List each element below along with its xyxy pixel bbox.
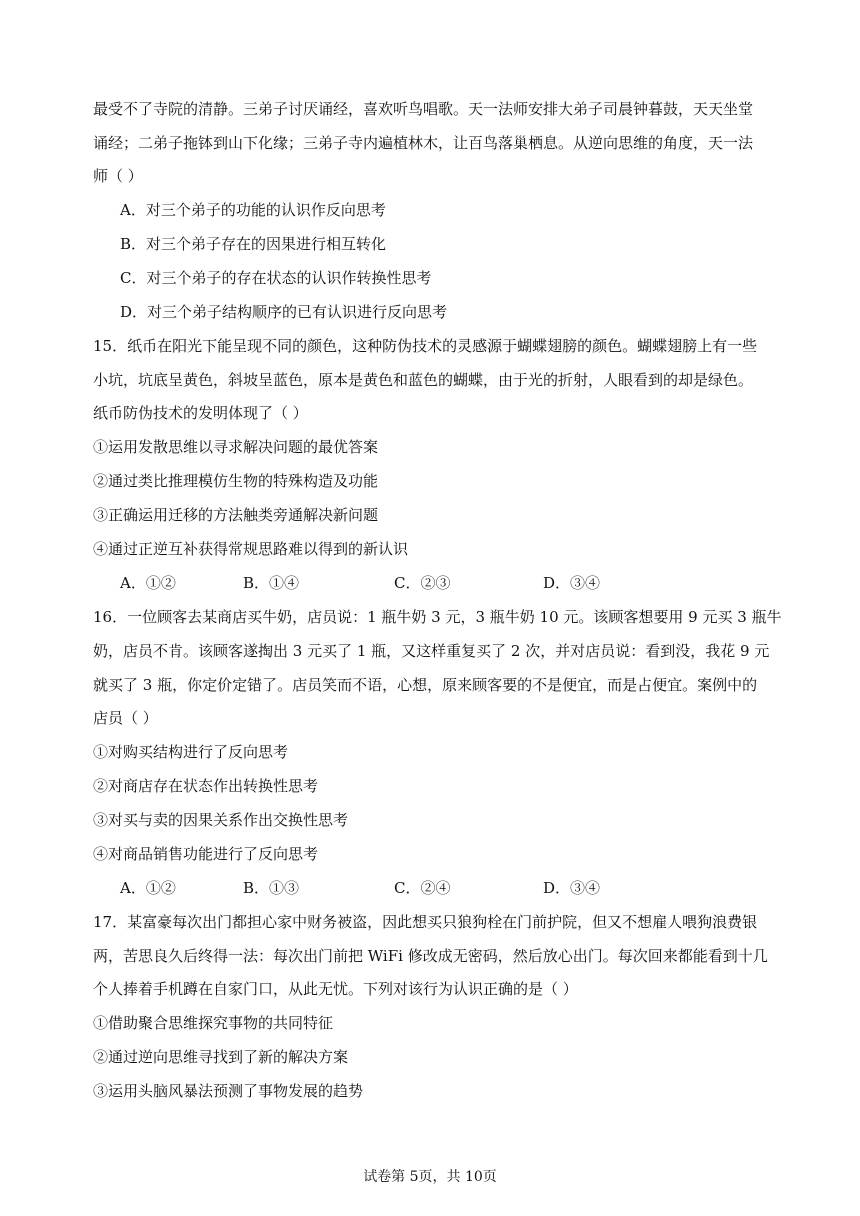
q14-option-a: A．对三个弟子的功能的认识作反向思考 — [120, 201, 386, 219]
q14-option-d: D．对三个弟子结构顺序的已有认识进行反向思考 — [120, 303, 448, 321]
q15-stem-line: 小坑，坑底呈黄色，斜坡呈蓝色，原本是黄色和蓝色的蝴蝶，由于光的折射，人眼看到的却是绿色。 — [93, 371, 754, 389]
q15-item-1: ①运用发散思维以寻求解决问题的最优答案 — [93, 438, 379, 456]
q16-item-3: ③对买与卖的因果关系作出交换性思考 — [93, 811, 349, 829]
q17-item-1: ①借助聚合思维探究事物的共同特征 — [93, 1014, 334, 1032]
q16-stem-line: 16．一位顾客去某商店买牛奶，店员说：1 瓶牛奶 3 元，3 瓶牛奶 10 元。该顾客想要用 9 元买 3 瓶牛 — [93, 608, 782, 626]
q17-stem-line: 17．某富豪每次出门都担心家中财务被盗，因此想买只狼狗栓在门前护院，但又不想雇人喂狗浪费银 — [93, 913, 758, 931]
q15-choice-a: A．①② — [120, 574, 176, 592]
q15-choice-c: C．②③ — [394, 574, 451, 592]
page-footer: 试卷第 5页，共 10页 — [363, 1169, 497, 1185]
q17-item-3: ③运用头脑风暴法预测了事物发展的趋势 — [93, 1082, 364, 1100]
q14-option-b: B．对三个弟子存在的因果进行相互转化 — [120, 235, 387, 253]
q15-stem-line: 纸币防伪技术的发明体现了（ ） — [93, 404, 308, 422]
q16-item-2: ②对商店存在状态作出转换性思考 — [93, 777, 319, 795]
q15-item-3: ③正确运用迁移的方法触类旁通解决新问题 — [93, 506, 379, 524]
q16-choice-d: D．③④ — [543, 879, 601, 897]
q16-choice-b: B．①③ — [243, 879, 300, 897]
q16-stem-line: 奶，店员不肯。该顾客遂掏出 3 元买了 1 瓶，又这样重复买了 2 次，并对店员说：看到没，我花 9 元 — [93, 642, 770, 660]
q15-item-2: ②通过类比推理模仿生物的特殊构造及功能 — [93, 472, 379, 490]
q14-stem-line: 诵经；二弟子拖钵到山下化缘；三弟子寺内遍植林木，让百鸟落巢栖息。从逆向思维的角度，天一法 — [93, 134, 754, 152]
q16-stem-line: 店员（ ） — [93, 709, 158, 727]
q16-choice-a: A．①② — [120, 879, 176, 897]
q17-stem-line: 个人捧着手机蹲在自家门口，从此无忧。下列对该行为认识正确的是（ ） — [93, 980, 578, 998]
q14-option-c: C．对三个弟子的存在状态的认识作转换性思考 — [120, 269, 432, 287]
q14-stem-line: 师（ ） — [93, 167, 143, 185]
q16-choice-c: C．②④ — [394, 879, 451, 897]
q17-item-2: ②通过逆向思维寻找到了新的解决方案 — [93, 1048, 349, 1066]
q15-item-4: ④通过正逆互补获得常规思路难以得到的新认识 — [93, 540, 409, 558]
q17-stem-line: 两，苦思良久后终得一法：每次出门前把 WiFi 修改成无密码，然后放心出门。每次回来都能看到十几 — [93, 947, 768, 965]
q16-stem-line: 就买了 3 瓶，你定价定错了。店员笑而不语，心想，原来顾客要的不是便宜，而是占便宜。案例中的 — [93, 676, 758, 694]
q15-choice-d: D．③④ — [543, 574, 601, 592]
q14-stem-line: 最受不了寺院的清静。三弟子讨厌诵经，喜欢听鸟唱歌。天一法师安排大弟子司晨钟暮鼓，天天坐堂 — [93, 100, 754, 118]
q15-stem-line: 15．纸币在阳光下能呈现不同的颜色，这种防伪技术的灵感源于蝴蝶翅膀的颜色。蝴蝶翅膀上有一些 — [93, 337, 758, 355]
q16-item-1: ①对购买结构进行了反向思考 — [93, 743, 289, 761]
q15-choice-b: B．①④ — [243, 574, 300, 592]
q16-item-4: ④对商品销售功能进行了反向思考 — [93, 845, 319, 863]
